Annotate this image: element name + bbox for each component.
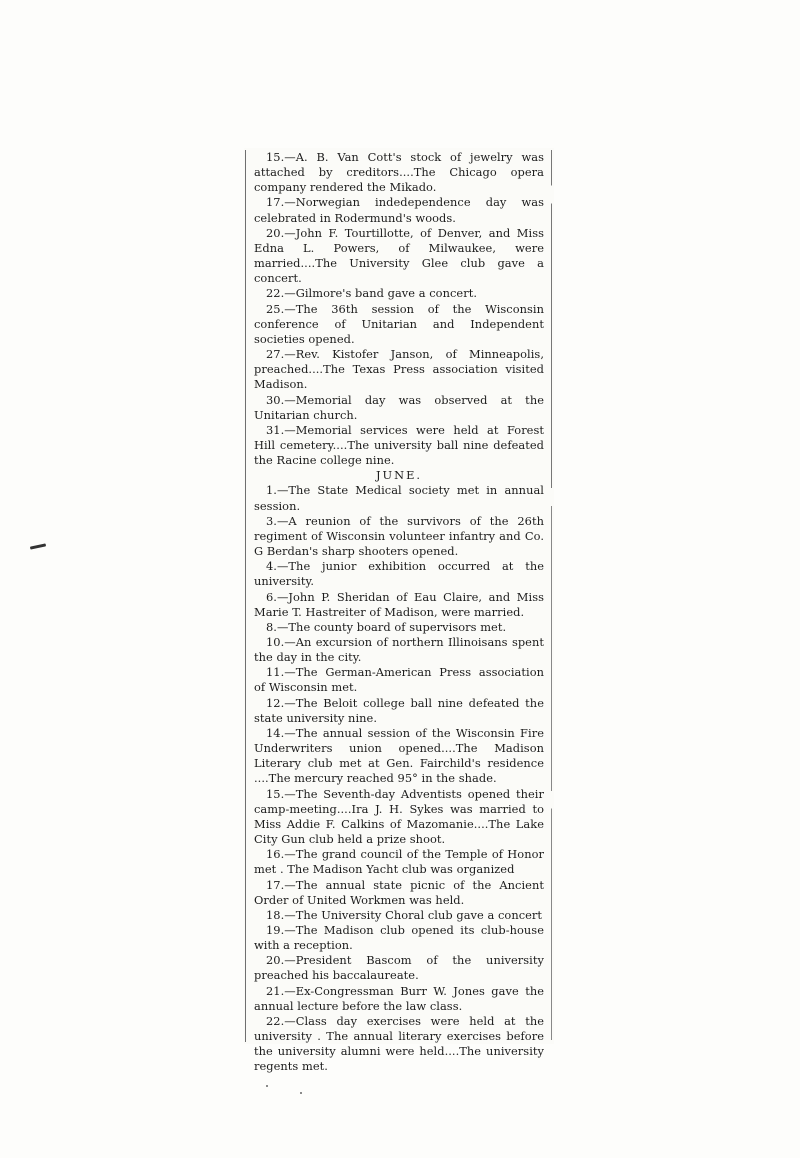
entry-june-20: 20.—President Bascom of the university preached his baccalaureate. bbox=[254, 953, 544, 983]
entry-june-3: 3.—A reunion of the survivors of the 26th regiment of Wisconsin volunteer infantry and Co. G Berdan's sharp shooters opened. bbox=[254, 513, 544, 559]
entry-may-17: 17.—Norwegian indedependence day was celebrated in Rodermund's woods. bbox=[254, 195, 544, 225]
entry-may-31: 31.—Memorial services were held at Forest Hill cemetery....The university ball nine defeated the Racine college nine. bbox=[254, 422, 544, 468]
entry-june-12: 12.—The Beloit college ball nine defeated the state university nine. bbox=[254, 695, 544, 725]
dust-speck bbox=[300, 1092, 302, 1094]
entry-june-4: 4.—The junior exhibition occurred at the university. bbox=[254, 559, 544, 589]
entry-june-10: 10.—An excursion of northern Illinoisans spent the day in the city. bbox=[254, 635, 544, 665]
entry-june-6: 6.—John P. Sheridan of Eau Claire, and Miss Marie T. Hastreiter of Madison, were married. bbox=[254, 589, 544, 619]
dust-speck bbox=[266, 1085, 268, 1087]
entry-may-22: 22.—Gilmore's band gave a concert. bbox=[266, 286, 477, 301]
entry-june-16: 16.—The grand council of the Temple of Honor met . The Madison Yacht club was organized bbox=[254, 847, 544, 877]
stray-ink-mark bbox=[30, 543, 46, 549]
entry-june-11: 11.—The German-American Press association of Wisconsin met. bbox=[254, 665, 544, 695]
entry-june-15: 15.—The Seventh-day Adventists opened their camp-meeting....Ira J. H. Sykes was married to Miss Addie F. Calkins of Mazomanie....The Lake City Gun club held a prize shoot. bbox=[254, 786, 544, 847]
entry-june-8: 8.—The county board of supervisors met. bbox=[266, 619, 507, 634]
clipping-text-column bbox=[254, 150, 544, 1075]
entry-june-22: 22.—Class day exercises were held at the university . The annual literary exercises before the university alumni were held....The university regents met. bbox=[254, 1013, 544, 1074]
entry-may-15: 15.—A. B. Van Cott's stock of jewelry was attached by creditors....The Chicago opera company rendered the Mikado. bbox=[254, 150, 544, 195]
entry-june-14: 14.—The annual session of the Wisconsin Fire Underwriters union opened....The Madison Literary club met at Gen. Fairchild's residence ....The mercury reached 95° in the shade. bbox=[254, 725, 544, 786]
entry-may-20: 20.—John F. Tourtillotte, of Denver, and Miss Edna L. Powers, of Milwaukee, were married....The University Glee club gave a concert. bbox=[254, 225, 544, 286]
entry-june-17: 17.—The annual state picnic of the Ancient Order of United Workmen was held. bbox=[254, 877, 544, 907]
entry-june-1: 1.—The State Medical society met in annual session. bbox=[254, 483, 544, 513]
column-rule-right bbox=[551, 150, 552, 1040]
entry-june-21: 21.—Ex-Congressman Burr W. Jones gave the annual lecture before the law class. bbox=[254, 983, 544, 1013]
entry-may-27: 27.—Rev. Kistofer Janson, of Minneapolis, preached....The Texas Press association visited Madison. bbox=[254, 347, 544, 392]
entry-may-30: 30.—Memorial day was observed at the Unitarian church. bbox=[254, 392, 544, 422]
column-rule-left bbox=[245, 150, 246, 1042]
entry-june-19: 19.—The Madison club opened its club-house with a reception. bbox=[254, 922, 544, 953]
month-heading: JUNE. bbox=[375, 468, 423, 483]
entry-may-25: 25.—The 36th session of the Wisconsin conference of Unitarian and Independent societies opened. bbox=[254, 301, 544, 346]
entry-june-18: 18.—The University Choral club gave a concert bbox=[266, 907, 543, 922]
